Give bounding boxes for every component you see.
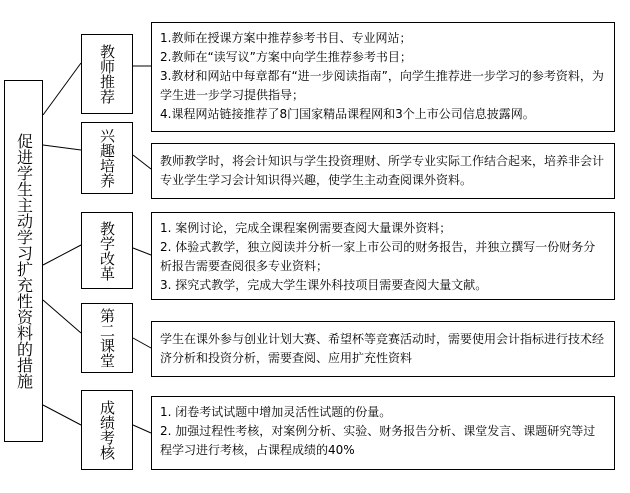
category-label: 成绩考核 bbox=[98, 400, 116, 460]
list-item: 4.课程网站链接推荐了8门国家精品课程网和3个上市公司信息披露网。 bbox=[160, 107, 535, 121]
category-label: 兴趣培养 bbox=[98, 128, 116, 188]
list-item: 1. 案例讨论，完成全课程案例需要查阅大量课外资料； bbox=[160, 221, 452, 235]
list-item: 3. 探究式教学，完成大学生课外科技项目需要查阅大量文献。 bbox=[160, 278, 488, 292]
list-item: 3.教材和网站中每章都有“进一步阅读指南”，向学生推荐进一步学习的参考资料，为学生进一步学习提供指导； bbox=[160, 69, 604, 102]
connector-root-cat-5 bbox=[43, 405, 81, 425]
detail-list bbox=[160, 403, 606, 460]
list-item: 2.教师在“读写议”方案中向学生推荐参考书目； bbox=[160, 50, 412, 64]
category-teacher-recommendation bbox=[81, 34, 133, 114]
detail-list bbox=[160, 219, 606, 295]
connector-cat-detail-5 bbox=[133, 425, 151, 433]
detail-list bbox=[160, 29, 606, 124]
list-item: 2. 加强过程性考核，对案例分析、实验、财务报告分析、课堂发言、课题研究等过程学习进行考核，占课程成绩的40% bbox=[160, 424, 596, 457]
category-grade-assessment bbox=[81, 390, 133, 470]
connector-cat-detail-4 bbox=[133, 338, 151, 348]
connector-cat-detail-2 bbox=[133, 155, 151, 169]
root-label: 促进学生主动学习扩充性资料的措施 bbox=[14, 133, 34, 389]
list-item: 2. 体验式教学，独立阅读并分析一家上市公司的财务报告，并独立撰写一份财务分析报告需要查阅很多专业资料； bbox=[160, 240, 596, 273]
category-second-classroom bbox=[81, 303, 133, 373]
list-item: 1. 闭卷考试试题中增加灵活性试题的份量。 bbox=[160, 405, 392, 419]
connector-root-cat-2 bbox=[43, 145, 81, 150]
connector-cat-detail-3 bbox=[133, 248, 151, 255]
detail-teaching-reform bbox=[151, 212, 615, 300]
detail-interest-cultivation bbox=[151, 143, 615, 199]
detail-grade-assessment bbox=[151, 396, 615, 470]
connector-root-cat-3 bbox=[43, 245, 81, 265]
category-interest-cultivation bbox=[81, 122, 133, 194]
detail-paragraph: 教师教学时，将会计知识与学生投资理财、所学专业实际工作结合起来，培养非会计专业学生学习会计知识得兴趣，使学生主动查阅课外资料。 bbox=[160, 154, 605, 187]
detail-paragraph: 学生在课外参与创业计划大赛、希望杯等竞赛活动时，需要使用会计指标进行技术经济分析和投资分析，需要查阅、应用扩充性资料 bbox=[160, 332, 605, 365]
category-label: 教师推荐 bbox=[98, 44, 116, 104]
category-label: 教学改革 bbox=[98, 220, 116, 281]
list-item: 1.教师在授课方案中推荐参考书目、专业网站； bbox=[160, 31, 412, 45]
connector-root-cat-4 bbox=[43, 300, 81, 333]
connector-root-cat-1 bbox=[43, 63, 81, 115]
detail-teacher-recommendation bbox=[151, 22, 615, 132]
category-teaching-reform bbox=[81, 212, 133, 289]
detail-second-classroom bbox=[151, 321, 615, 377]
root-node bbox=[4, 80, 43, 442]
category-label: 第二课堂 bbox=[98, 308, 116, 368]
